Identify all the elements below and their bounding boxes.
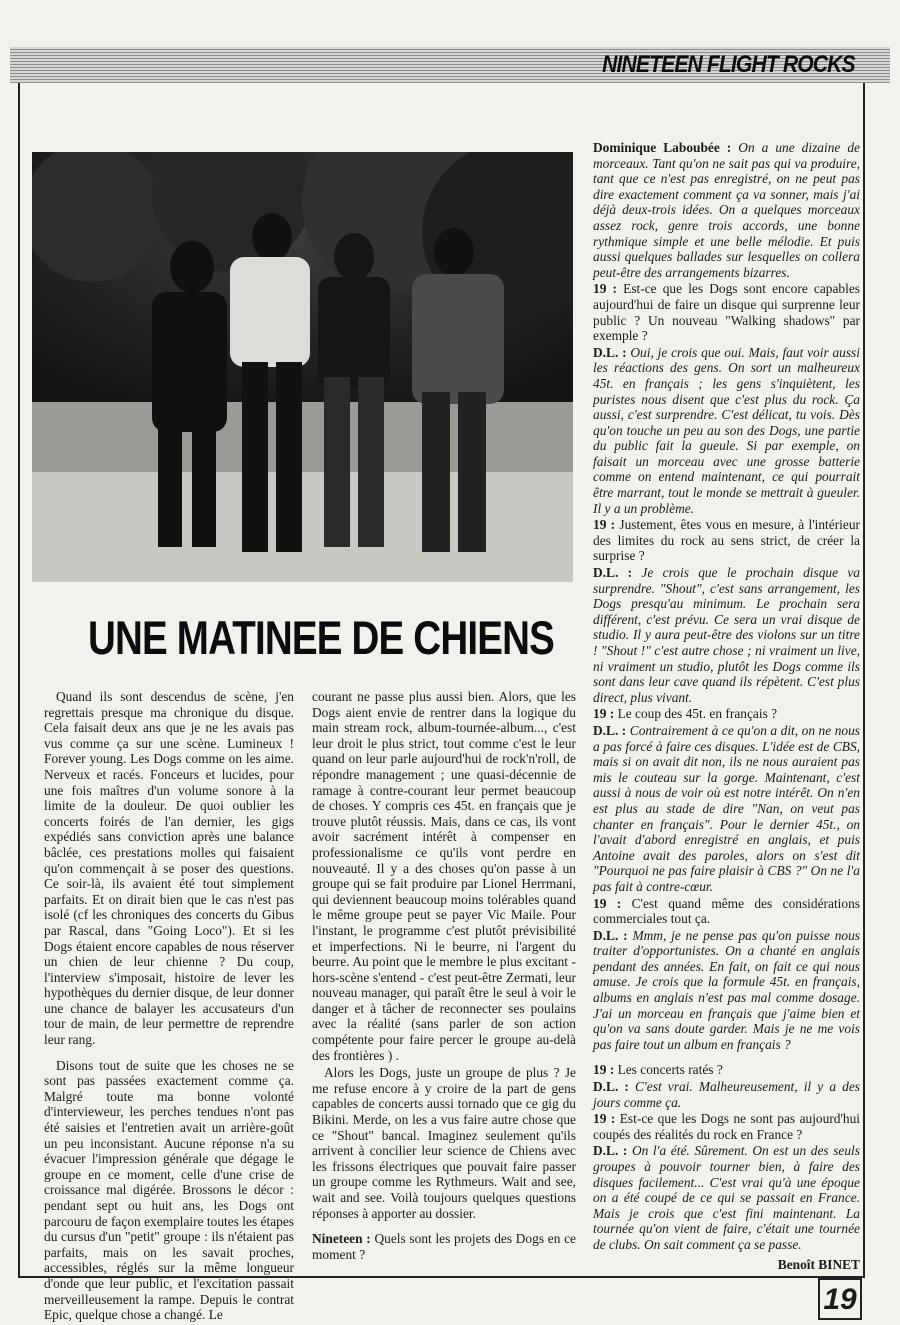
article-headline: UNE MATINEE DE CHIENS (88, 611, 555, 664)
speaker: 19 : (593, 1062, 615, 1078)
paragraph: Quand ils sont descendus de scène, j'en regrettais presque ma chronique du disque. Cela faisait deux ans que je ne les avais pas vus comme ça sur une scène. Lumineux ! Forever young. Les Dogs comme on les aime. Nerveux et racés. Fonceurs et lucides, pour une fois maîtres d'un volume sonore à la limite de la douleur. De quoi oublier les concerts foirés de l'an dernier, les gigs expédiés sans conviction après une balance bâclée, ces prestations molles qui faisaient qu'on commençait à se poser des questions. Ce soir-là, ils avaient été tout simplement parfaits. Et on dirait bien que le cas n'est pas isolé (cf les chroniques des concerts du Gibus par Rascal, dans "Going Loco"). Et si les Dogs étaient encore capables de nous réserver un chien de leur chienne ? Du coup, l'interview s'imposait, histoire de lever les hypothèques du dernier disque, de leur donner une chance de balayer les accusateurs d'un tour de main, de leur permettre de reprendre leur rang. (44, 689, 294, 1048)
question (593, 706, 860, 722)
answer-text: C'est vrai. Malheureusement, il y a des jours comme ça. (593, 1079, 860, 1110)
question-text: Justement, êtes vous en mesure, à l'intérieur des limites du rock au sens strict, de créer la surprise ? (593, 517, 860, 564)
band-photo-icon (32, 152, 573, 582)
answer (593, 723, 860, 895)
question (593, 1062, 860, 1078)
speaker: D.L. : (593, 344, 627, 360)
speaker: D.L. : (593, 1079, 629, 1095)
speaker: 19 : (593, 1111, 616, 1127)
answer (593, 1143, 860, 1252)
column-3-interview (593, 140, 860, 1273)
paragraph: courant ne passe plus aussi bien. Alors, que les Dogs aient envie de rentrer dans la logique du main stream rock, album-tournée-album..., c'est leur droit le plus strict, tout comme c'est le leur quand on leur parle aujourd'hui de rock'n'roll, de répondre management ; une quasi-décennie de ramage à contre-courant leur permet beaucoup de choses. Y compris ces 45t. en français que je trouve plutôt réussis. Mais, dans ce cas, ils vont avoir sacrément intérêt à compenser en professionalisme ce qu'ils vont perdre en nouveauté. Il y a des choses qu'on passe à un groupe qui se fait produire par Lionel Herrmani, qui deviennent beaucoup moins tolérables quand le même groupe peut se payer Vic Maile. Pour l'instant, le programme c'est plutôt prévisibilité et imperfections. Ni le beurre, ni l'argent du beurre. Au point que le membre le plus excitant - hors-scène s'entend - c'est peut-être Zermati, leur nouveau manager, qui paraît être le seul à voir le danger et à tâcher de reconnecter ses poulains avec la réalité (sans parler de son action compétente pour faire percer le groupe au-delà des frontières ) . (312, 689, 576, 1063)
section-title: NINETEEN FLIGHT ROCKS (602, 51, 855, 78)
speaker: 19 : (593, 706, 615, 722)
answer (593, 345, 860, 517)
question-text: Est-ce que les Dogs ne sont pas aujourd'hui coupés des réalités du rock en France ? (593, 1111, 860, 1142)
speaker: D.L. : (593, 565, 633, 581)
question-text: Le coup des 45t. en français ? (617, 706, 778, 722)
answer (593, 1079, 860, 1110)
column-1 (44, 689, 294, 1325)
speaker: 19 : (593, 895, 622, 911)
column-2 (312, 689, 576, 1264)
speaker: 19 : (593, 281, 617, 297)
answer (593, 140, 860, 280)
question-text: Est-ce que les Dogs sont encore capables aujourd'hui de faire un disque qui surprenne leur public ? Un nouveau "Walking shadows" par exemple ? (593, 281, 860, 344)
speaker: Dominique Laboubée : (593, 140, 732, 155)
answer-text: Je crois que le prochain disque va surprendre. "Shout", c'est sans arrangement, les Dogs presqu'au minimum. Le prochain sera différent, c'est prévu. Ce sera un vrai disque de studio. Il y aura peut-être des violons sur un titre ! "Shout !" c'est autre chose ; ni vraiment un live, ni vraiment un studio, plutôt les Dogs comme ils sont dans leur cave quand ils répètent. C'est plus direct, plus vivant. (593, 565, 860, 705)
paragraph: Alors les Dogs, juste un groupe de plus ? Je me refuse encore à y croire de la part de gens capables de concerts aussi tornado que ce gig du Bikini. Merde, on les a vus faire autre chose que ce "Shout" bancal. Imaginez seulement qu'ils arrivent à concilier leur science de Chiens avec les frissons électriques que pouvait faire passer un groupe comme les Rythmeurs. Wait and see, wait and see. Voilà toujours quelques questions réponses à apporter au dossier. (312, 1065, 576, 1221)
question-text: Quels sont les projets des Dogs en ce moment ? (312, 1231, 576, 1262)
speaker: Nineteen : (312, 1231, 371, 1247)
answer (593, 928, 860, 1053)
speaker: D.L. : (593, 927, 628, 943)
question (593, 281, 860, 343)
author-signature: Benoît BINET (777, 1256, 860, 1272)
question (593, 517, 860, 564)
answer-text: On l'a été. Sûrement. On est un des seuls groupes à pouvoir tourner bien, à faire des disques facilement... C'est vrai qu'à une époque on a été coupé de ce qui se passait en France. Mais je crois que c'est fini maintenant. La tournée qu'on vient de faire, c'était une tournée de clubs. On sait comment ça se passe. (593, 1143, 860, 1252)
question (312, 1231, 576, 1262)
question-text: Les concerts ratés ? (617, 1062, 723, 1078)
question (593, 896, 860, 927)
answer-text: Mmm, je ne pense pas qu'on puisse nous traiter d'opportunistes. On a chanté en anglais pendant des années. En fait, on fait ce qui nous amuse. Je crois que la formule 45t. en français, albums en anglais n'est pas mal comme dosage. J'ai un morceau en français que j'aime bien et qu'on va sans doute garder. Mais je ne me vois pas faire tout un album en français ? (593, 927, 860, 1052)
page-number: 19 (818, 1278, 862, 1320)
answer-text: On a une dizaine de morceaux. Tant qu'on ne sait pas qui va produire, tant que ce n'est pas enregistré, on ne peut pas dire exactement comment ça va sonner, mais j'ai déjà deux-trois idées. On a quelques morceaux assez rock, genre trois accords, une bonne rythmique simple et une belle mélodie. Et puis aussi quelques ballades sur lesquelles on collera peut-être des arrangements bizarres. (593, 140, 861, 280)
band-photo (32, 152, 573, 582)
answer (593, 565, 860, 705)
speaker: D.L. : (593, 722, 627, 738)
question-text: C'est quand même des considérations commerciales tout ça. (593, 895, 860, 927)
speaker: D.L. : (593, 1143, 628, 1159)
answer-text: Contrairement à ce qu'on a dit, on ne nous a pas forcé à faire ces disques. L'idée est de CBS, mais si on avait dit non, ils ne nous auraient pas mis le couteau sur la gorge. Maintenant, c'est aussi à nous de voir où est notre intérêt. On n'en est plus au stade de dire "Nan, on veut pas chanter en français". Pour le dernier 45t., on l'avait d'abord enregistré en anglais, et puis Antoine avait des paroles, alors on s'est dit "Pourquoi ne pas faire plaisir à CBS ?" On ne l'a pas fait à contre-cœur. (593, 722, 860, 894)
answer-text: Oui, je crois que oui. Mais, faut voir aussi les réactions des gens. On sort un malheureux 45t. en français ; les gens s'inquiètent, les puristes nous disent que c'est plus du rock. Ça aussi, c'est surprendre. C'est délicat, tu vois. Dès qu'on touche un peu au son des Dogs, une partie du public fait la gueule. Si par exemple, on faisait un morceau avec une grosse batterie comme on entend maintenant, ce qui pourrait être marrant, tout le monde se mettrait à gueuler. Il y a un problème. (593, 344, 860, 516)
paragraph: Disons tout de suite que les choses ne se sont pas passées exactement comme ça. Malgré toute ma bonne volonté d'intervieweur, les perches tendues n'ont pas été saisies et l'entretien avait un arrière-goût un peu inconsistant. Aucune réponse n'a su évacuer l'impression générale que dégage le groupe en ce moment, celle d'une crise de croissance mal digérée. Brossons le décor : pendant sept ou huit ans, les Dogs ont parcouru de façon exemplaire toutes les étapes du cursus d'un "petit" groupe : ils n'étaient pas parfaits, mais on les savait proches, accessibles, réglés sur la même longueur d'onde que leur public, et l'excitation passait merveilleusement la rampe. Depuis le contrat Epic, quelque chose a changé. Le (44, 1057, 294, 1323)
question (593, 1111, 860, 1142)
speaker: 19 : (593, 517, 616, 533)
